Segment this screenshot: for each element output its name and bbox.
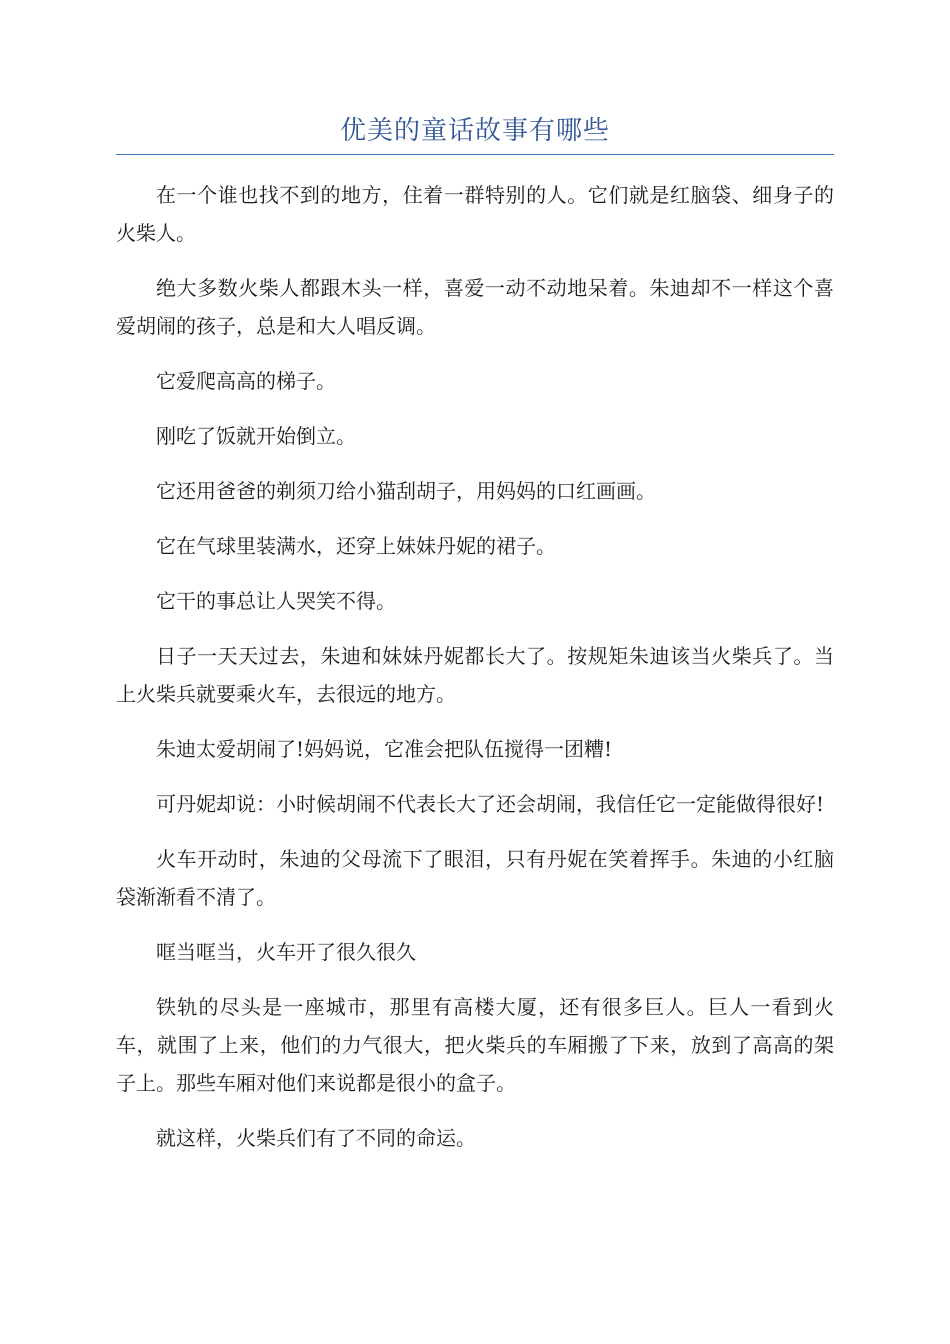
paragraph: 铁轨的尽头是一座城市，那里有高楼大厦，还有很多巨人。巨人一看到火车，就围了上来，他们的力气很大，把火柴兵的车厢搬了下来，放到了高高的架子上。那些车厢对他们来说都是很小的盒子。 [116,995,834,1095]
paragraph: 日子一天天过去，朱迪和妹妹丹妮都长大了。按规矩朱迪该当火柴兵了。当上火柴兵就要乘火车，去很远的地方。 [116,644,834,706]
page-title: 优美的童话故事有哪些 [339,116,610,146]
paragraph: 就这样，火柴兵们有了不同的命运。 [156,1126,476,1150]
paragraph: 它干的事总让人哭笑不得。 [156,589,396,613]
paragraph: 朱迪太爱胡闹了!妈妈说，它准会把队伍搅得一团糟! [156,737,613,761]
paragraph: 刚吃了饭就开始倒立。 [156,424,356,448]
paragraph: 它还用爸爸的剃须刀给小猫刮胡子，用妈妈的口红画画。 [156,479,656,503]
paragraph: 火车开动时，朱迪的父母流下了眼泪，只有丹妮在笑着挥手。朱迪的小红脑袋渐渐看不清了。 [116,847,834,909]
paragraph: 它爱爬高高的梯子。 [156,369,336,393]
paragraph: 可丹妮却说：小时候胡闹不代表长大了还会胡闹，我信任它一定能做得很好! [156,792,825,816]
document-page [116,110,834,1174]
paragraph: 在一个谁也找不到的地方，住着一群特别的人。它们就是红脑袋、细身子的火柴人。 [116,183,834,245]
paragraph: 哐当哐当，火车开了很久很久 [156,940,416,964]
paragraph: 它在气球里装满水，还穿上妹妹丹妮的裙子。 [156,534,556,558]
document-body [116,176,834,1157]
paragraph: 绝大多数火柴人都跟木头一样，喜爱一动不动地呆着。朱迪却不一样这个喜爱胡闹的孩子，总是和大人唱反调。 [116,276,834,338]
title-underline [116,154,834,155]
